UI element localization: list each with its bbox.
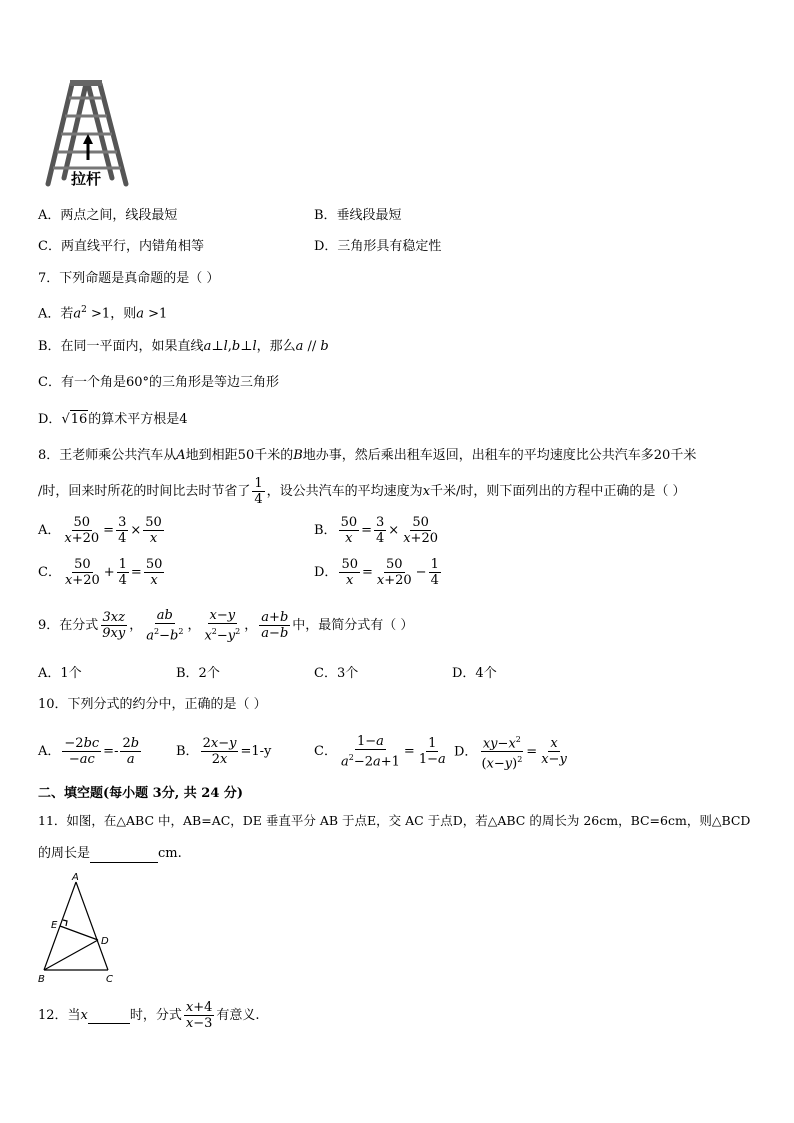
q9-option-d: D．4个 bbox=[452, 666, 497, 681]
q8-line1: 8．王老师乘公共汽车从A地到相距50千米的B地办事，然后乘出租车返回，出租车的平均速度比公共汽车多20千米 bbox=[38, 448, 697, 463]
q10-option-a: A． $\frac{-2bc}{-ac}$ =- $\frac{2b}{a}$ bbox=[38, 736, 140, 767]
q10-option-c: C． $\frac{1-a}{a^2-2a+1}$ = $\frac{1}{1-a}$ bbox=[314, 733, 446, 770]
label-a: A bbox=[72, 872, 79, 883]
q6-option-d: D．三角形具有稳定性 bbox=[314, 239, 442, 254]
section-2-title: 二、填空题(每小题 3分, 共 24 分) bbox=[38, 786, 244, 801]
label-d: D bbox=[101, 936, 109, 947]
q7-option-b: B．在同一平面内，如果直线a⊥l,b⊥l，那么a // b bbox=[38, 339, 329, 354]
q7-stem: 7．下列命题是真命题的是（ ） bbox=[38, 271, 220, 286]
q6-option-b: B．垂线段最短 bbox=[314, 208, 402, 223]
q8-line2: /时，回来时所花的时间比去时节省了 $\frac{1}{4}$ ，设公共汽车的平均速度为x千米/时，则下面列出的方程中正确的是（ ） bbox=[38, 476, 686, 507]
q12-stem: 12．当x 时，分式 $\frac{x+4}{x-3}$ 有意义. bbox=[38, 1000, 260, 1031]
ladder-label: 拉杆 bbox=[71, 170, 102, 188]
label-b: B bbox=[38, 974, 45, 985]
q8-option-d: D． $\frac{50}{x}$ = $\frac{50}{x+20}$ − $\frac{1}{4}$ bbox=[314, 557, 439, 588]
q11-line1: 11．如图，在△ABC 中，AB=AC，DE 垂直平分 AB 于点E，交 AC 于点D，若△ABC 的周长为 26cm，BC=6cm，则△BCD bbox=[38, 813, 751, 828]
q10-option-d: D． $\frac{xy-x^2}{(x-y)^2}$ = $\frac{x}{x-y}$ bbox=[454, 732, 571, 772]
q8-option-a: A． $\frac{50}{x+20}$ = $\frac{3}{4}$ × $\frac{50}{x}$ bbox=[38, 515, 162, 546]
q9-stem: 9．在分式 $\frac{3xz}{9xy}$ ， $\frac{ab}{a^2-b^2}$ ， $\frac{x-y}{x^2-y^2}$ ， $\frac{a+b}{a-b}$ 中，最简分式有（ ） bbox=[38, 607, 414, 644]
q11-answer-blank[interactable] bbox=[90, 848, 158, 863]
q10-stem: 10．下列分式的约分中，正确的是（ ） bbox=[38, 697, 267, 712]
label-e: E bbox=[51, 920, 58, 931]
q7-option-a: A．若$a^2 >1$，则a >1 bbox=[38, 305, 168, 322]
q8-option-c: C． $\frac{50}{x+20}$ + $\frac{1}{4}$ = $\frac{50}{x}$ bbox=[38, 557, 163, 588]
q8-option-b: B． $\frac{50}{x}$ = $\frac{3}{4}$ × $\frac{50}{x+20}$ bbox=[314, 515, 438, 546]
q9-option-c: C．3个 bbox=[314, 666, 359, 681]
q12-answer-blank[interactable] bbox=[88, 1009, 130, 1024]
triangle-figure bbox=[34, 872, 126, 988]
label-c: C bbox=[106, 974, 113, 985]
q9-option-a: A．1个 bbox=[38, 666, 82, 681]
q6-option-c: C．两直线平行，内错角相等 bbox=[38, 239, 204, 254]
q7-option-d: D．√ 16 的算术平方根是4 bbox=[38, 412, 188, 427]
q7-option-c: C．有一个角是60°的三角形是等边三角形 bbox=[38, 375, 279, 390]
q11-line2: 的周长是 cm. bbox=[38, 846, 182, 861]
q10-option-b: B． $\frac{2x-y}{2x}$ =1-y bbox=[176, 736, 272, 767]
q9-option-b: B．2个 bbox=[176, 666, 220, 681]
q6-option-a: A．两点之间，线段最短 bbox=[38, 208, 178, 223]
